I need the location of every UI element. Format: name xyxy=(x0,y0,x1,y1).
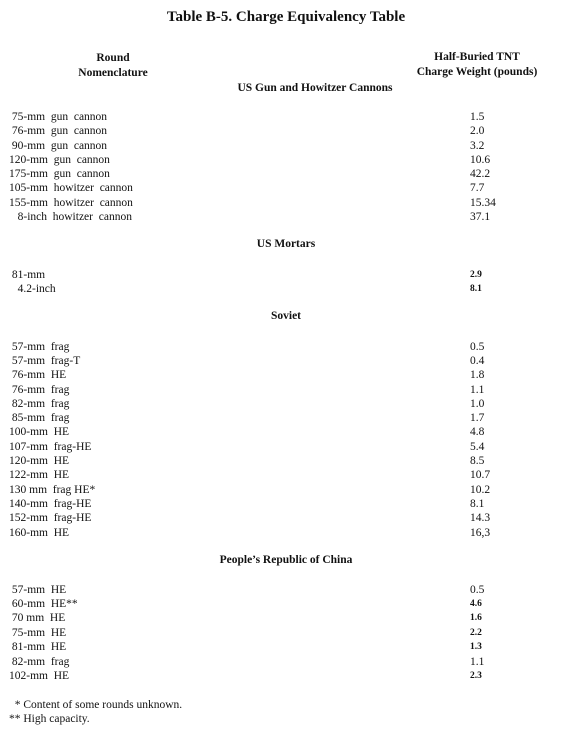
round-name: 81-mm HE xyxy=(9,641,67,653)
round-name: 160-mm HE xyxy=(9,527,70,539)
charge-value: 3.2 xyxy=(470,140,485,152)
table-row xyxy=(0,397,572,412)
table-row xyxy=(0,368,572,383)
round-name: 85-mm frag xyxy=(9,412,70,424)
charge-value: 8.5 xyxy=(470,455,485,467)
table-row xyxy=(0,526,572,541)
round-name: 100-mm HE xyxy=(9,426,70,438)
charge-value: 4.8 xyxy=(470,426,485,438)
round-name: 57-mm HE xyxy=(9,584,67,596)
table-row xyxy=(0,110,572,125)
round-name: 8-inch howitzer cannon xyxy=(9,211,132,223)
round-name: 70 mm HE xyxy=(9,612,66,624)
charge-value: 1.1 xyxy=(470,656,485,668)
round-name: 120-mm HE xyxy=(9,455,70,467)
round-nomenclature-header xyxy=(58,51,168,81)
table-row xyxy=(0,411,572,426)
table-row xyxy=(0,425,572,440)
section-title-us-cannons: US Gun and Howitzer Cannons xyxy=(237,82,393,94)
charge-value: 1.0 xyxy=(470,398,485,410)
round-name: 60-mm HE** xyxy=(9,598,78,610)
round-name: 155-mm howitzer cannon xyxy=(9,197,133,209)
charge-header-line2: Charge Weight (pounds) xyxy=(416,66,538,78)
charge-value: 10.2 xyxy=(470,484,491,496)
table-row xyxy=(0,483,572,498)
charge-value: 8.1 xyxy=(470,498,485,510)
charge-value: 4.6 xyxy=(470,599,482,609)
charge-value: 1.8 xyxy=(470,369,485,381)
round-name: 122-mm HE xyxy=(9,469,70,481)
table-row xyxy=(0,181,572,196)
charge-value: 8.1 xyxy=(470,284,482,294)
round-name: 57-mm frag-T xyxy=(9,355,81,367)
table-row xyxy=(0,383,572,398)
table-row xyxy=(0,611,572,626)
table-row xyxy=(0,139,572,154)
charge-value: 7.7 xyxy=(470,182,485,194)
charge-value: 0.5 xyxy=(470,584,485,596)
round-name: 120-mm gun cannon xyxy=(9,154,110,166)
round-name: 102-mm HE xyxy=(9,670,70,682)
charge-value: 1.7 xyxy=(470,412,485,424)
table-row xyxy=(0,655,572,670)
table-row xyxy=(0,282,572,297)
section-title-soviet: Soviet xyxy=(270,310,302,322)
table-row xyxy=(0,153,572,168)
charge-value: 1.6 xyxy=(470,613,482,623)
round-header-line1: Round xyxy=(96,52,130,64)
charge-value: 1.1 xyxy=(470,384,485,396)
charge-value: 0.5 xyxy=(470,341,485,353)
charge-header-line1: Half-Buried TNT xyxy=(434,51,520,63)
footnote-high-capacity: ** High capacity. xyxy=(9,713,90,725)
table-row xyxy=(0,354,572,369)
charge-value: 2.9 xyxy=(470,270,482,280)
charge-value: 1.3 xyxy=(470,642,482,652)
charge-value: 37.1 xyxy=(470,211,491,223)
round-name: 82-mm frag xyxy=(9,656,70,668)
table-row xyxy=(0,468,572,483)
charge-value: 5.4 xyxy=(470,441,485,453)
charge-value: 42.2 xyxy=(470,168,491,180)
round-name: 130 mm frag HE* xyxy=(9,484,96,496)
table-row xyxy=(0,497,572,512)
footnote-content-unknown: * Content of some rounds unknown. xyxy=(9,699,183,711)
table-row xyxy=(0,124,572,139)
table-row xyxy=(0,583,572,598)
charge-value: 2.2 xyxy=(470,628,482,638)
charge-value: 2.0 xyxy=(470,125,485,137)
round-name: 4.2-inch xyxy=(9,283,56,295)
charge-value: 2.3 xyxy=(470,671,482,681)
round-name: 152-mm frag-HE xyxy=(9,512,92,524)
charge-value: 10.7 xyxy=(470,469,491,481)
round-name: 90-mm gun cannon xyxy=(9,140,108,152)
round-name: 81-mm xyxy=(9,269,46,281)
round-name: 75-mm gun cannon xyxy=(9,111,108,123)
round-name: 76-mm gun cannon xyxy=(9,125,108,137)
table-row xyxy=(0,167,572,182)
charge-weight-header xyxy=(402,50,552,80)
round-name: 57-mm frag xyxy=(9,341,70,353)
table-row xyxy=(0,640,572,655)
charge-value: 10.6 xyxy=(470,154,491,166)
table-row xyxy=(0,597,572,612)
table-row xyxy=(0,511,572,526)
table-row xyxy=(0,210,572,225)
table-row xyxy=(0,196,572,211)
table-row xyxy=(0,440,572,455)
round-name: 82-mm frag xyxy=(9,398,70,410)
table-row xyxy=(0,626,572,641)
charge-value: 15.34 xyxy=(470,197,496,209)
charge-value: 1.5 xyxy=(470,111,485,123)
table-row xyxy=(0,340,572,355)
section-title-china: People’s Republic of China xyxy=(219,554,353,566)
round-name: 107-mm frag-HE xyxy=(9,441,92,453)
round-name: 76-mm frag xyxy=(9,384,70,396)
round-name: 75-mm HE xyxy=(9,627,67,639)
charge-value: 14.3 xyxy=(470,512,491,524)
table-row xyxy=(0,669,572,684)
round-name: 175-mm gun cannon xyxy=(9,168,110,180)
charge-value: 0.4 xyxy=(470,355,485,367)
section-title-us-mortars: US Mortars xyxy=(256,238,316,250)
round-header-line2: Nomenclature xyxy=(78,67,148,79)
table-title: Table B-5. Charge Equivalency Table xyxy=(166,9,406,25)
round-name: 105-mm howitzer cannon xyxy=(9,182,133,194)
round-name: 140-mm frag-HE xyxy=(9,498,92,510)
round-name: 76-mm HE xyxy=(9,369,67,381)
table-row xyxy=(0,454,572,469)
table-row xyxy=(0,268,572,283)
charge-value: 16,3 xyxy=(470,527,491,539)
